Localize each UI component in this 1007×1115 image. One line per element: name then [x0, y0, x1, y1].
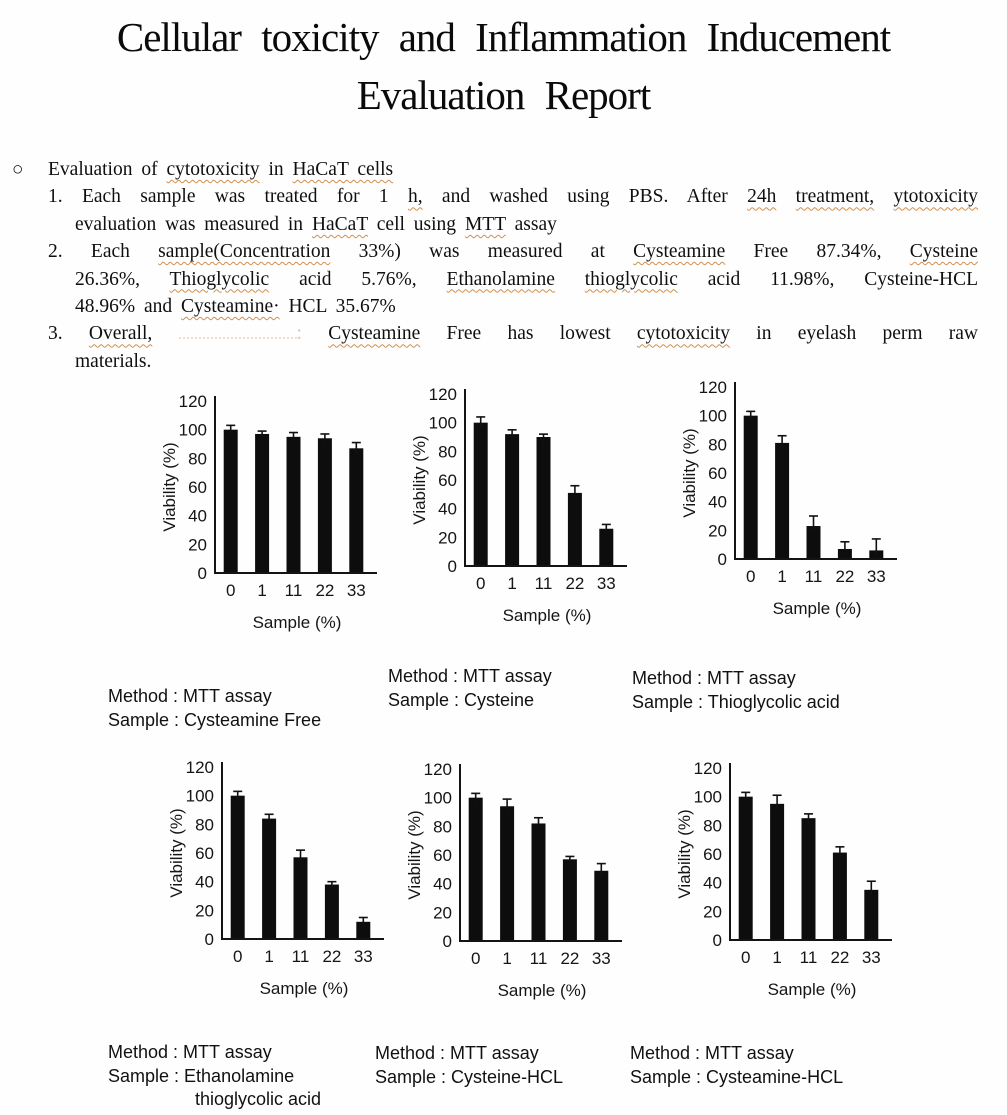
bar-22 — [318, 438, 332, 572]
report-title — [0, 8, 1007, 124]
spellcheck-underlined-text: Cysteamine — [328, 323, 421, 345]
x-tick-label: 1 — [502, 949, 512, 968]
text-run: assay — [505, 213, 557, 235]
x-tick-label: 0 — [470, 949, 481, 968]
y-tick-label: 40 — [708, 492, 727, 512]
text-run — [152, 323, 178, 344]
text-run: acid 11.98%, Cysteine-HCL — [677, 268, 978, 290]
text-run: 26.36%, — [75, 268, 170, 290]
text-line — [48, 183, 978, 210]
chart-caption-ethanolamine-thioglycolic-acid — [108, 1041, 321, 1112]
numbered-list — [48, 183, 978, 375]
text-run: cell using — [367, 213, 465, 235]
spellcheck-underlined-text: MTT — [464, 213, 506, 235]
text-line — [48, 320, 978, 347]
text-run — [874, 186, 893, 207]
y-tick-label: 60 — [703, 845, 722, 864]
x-tick-label: 22 — [835, 567, 855, 586]
bar-0 — [231, 796, 245, 938]
circle-bullet-icon: ○ — [12, 159, 24, 180]
y-tick-label: 40 — [433, 874, 452, 894]
text-run: Free has lowest — [420, 323, 637, 345]
bar-0 — [469, 798, 483, 940]
list-item-3 — [48, 320, 978, 375]
y-tick-label: 0 — [717, 550, 727, 569]
y-tick-label: 80 — [708, 435, 727, 455]
y-tick-label: 0 — [447, 557, 457, 576]
text-line — [48, 211, 978, 238]
bar-22 — [325, 885, 339, 938]
text-line — [48, 266, 978, 293]
chart-caption-cysteine-hcl — [375, 1042, 563, 1089]
spellcheck-underlined-text: Cysteine — [909, 241, 978, 263]
x-axis-label: Sample (%) — [772, 599, 862, 618]
x-tick-label: 1 — [507, 574, 517, 593]
list-item-2 — [48, 238, 978, 320]
y-tick-label: 20 — [708, 521, 727, 541]
text-run: 33%) was measured at — [330, 241, 634, 263]
spellcheck-underlined-text: Thioglycolic — [169, 268, 270, 290]
y-tick-label: 100 — [693, 787, 722, 807]
text-line — [48, 238, 978, 265]
x-tick-label: 33 — [346, 581, 366, 600]
spellcheck-underlined-text: Ethanolamine — [446, 268, 555, 290]
spellcheck-underlined-text: h, — [407, 186, 423, 208]
y-tick-label: 120 — [693, 760, 722, 778]
x-tick-label: 11 — [291, 947, 310, 966]
x-tick-label: 11 — [529, 949, 548, 968]
bar-33 — [599, 529, 613, 565]
bar-11 — [294, 857, 308, 938]
section-heading-text — [48, 156, 978, 183]
bar-11 — [532, 823, 546, 940]
y-tick-label: 80 — [703, 816, 722, 836]
x-axis-label: Sample (%) — [497, 981, 587, 1000]
spellcheck-underlined-text: cytotoxicity — [166, 159, 260, 180]
bar-0 — [739, 797, 753, 939]
y-axis-label: Viability (%) — [680, 428, 699, 518]
text-line — [48, 348, 978, 375]
spellcheck-underlined-text: Cysteamine — [633, 241, 726, 263]
x-tick-label: 22 — [565, 574, 585, 593]
x-tick-label: 22 — [322, 947, 342, 966]
x-tick-label: 11 — [804, 567, 823, 586]
x-axis-label: Sample (%) — [259, 979, 349, 998]
text-run: 3. — [48, 323, 89, 345]
spellcheck-underlined-text: ytotoxicity — [893, 186, 978, 208]
bar-chart-svg — [164, 759, 429, 1007]
y-tick-label: 40 — [195, 872, 214, 892]
spellcheck-underlined-text: cytotoxicity — [636, 323, 731, 345]
y-tick-label: 60 — [708, 464, 727, 483]
y-tick-label: 40 — [703, 873, 722, 893]
y-tick-label: 60 — [195, 844, 214, 863]
bar-0 — [224, 430, 238, 572]
spellcheck-underlined-text: 24h — [747, 186, 777, 208]
x-tick-label: 22 — [830, 948, 850, 967]
text-run — [302, 323, 328, 344]
bar-chart-svg — [402, 761, 667, 1009]
y-tick-label: 60 — [438, 471, 457, 490]
x-axis-label: Sample (%) — [252, 613, 342, 632]
text-run: 48.96% and — [75, 296, 182, 318]
x-tick-label: 11 — [534, 574, 553, 593]
y-tick-label: 100 — [698, 406, 727, 426]
chart-caption-thioglycolic-acid — [632, 667, 840, 714]
y-tick-label: 100 — [178, 420, 207, 440]
text-run: : — [296, 323, 302, 345]
x-tick-label: 0 — [232, 947, 243, 966]
y-tick-label: 0 — [712, 931, 722, 950]
x-tick-label: 1 — [777, 567, 787, 586]
y-tick-label: 20 — [195, 901, 214, 921]
y-tick-label: 0 — [204, 930, 214, 949]
y-axis-label: Viability (%) — [167, 808, 186, 898]
bar-chart-svg — [672, 760, 937, 1008]
caption-line: Method : MTT assay — [375, 1043, 539, 1063]
viability-chart-cysteine-hcl — [402, 761, 667, 1009]
y-tick-label: 0 — [442, 932, 452, 951]
caption-line: Sample : Thioglycolic acid — [632, 691, 840, 712]
report-title-line2: Evaluation Report — [356, 72, 651, 118]
spellcheck-underlined-text: treatment, — [795, 186, 875, 208]
caption-line: Method : MTT assay — [632, 668, 796, 688]
x-tick-label: 33 — [866, 567, 886, 586]
text-run: Free 87.34%, — [725, 241, 910, 263]
text-run: in eyelash perm raw — [730, 323, 979, 345]
y-axis-label: Viability (%) — [405, 810, 424, 900]
bar-11 — [287, 437, 301, 572]
bar-0 — [474, 423, 488, 565]
spellcheck-underlined-text: sample(Concentration — [158, 241, 331, 263]
caption-line: Sample : Ethanolamine — [108, 1065, 295, 1086]
spellcheck-underlined-text: HaCaT cells — [292, 159, 394, 180]
x-tick-label: 33 — [353, 947, 373, 966]
y-tick-label: 20 — [433, 903, 452, 923]
section-heading — [12, 156, 978, 183]
chart-caption-cysteine — [388, 665, 552, 712]
text-run: and washed using PBS. After — [422, 186, 748, 208]
bar-0 — [744, 416, 758, 558]
y-tick-label: 80 — [195, 815, 214, 835]
bar-1 — [255, 434, 269, 572]
y-axis-label: Viability (%) — [160, 442, 179, 532]
caption-line: Sample : Cysteamine Free — [108, 709, 322, 730]
text-run: 2. Each — [48, 241, 159, 263]
y-tick-label: 80 — [188, 449, 207, 469]
caption-line: Method : MTT assay — [108, 686, 272, 706]
chart-caption-cysteamine-hcl — [630, 1042, 843, 1089]
x-tick-label: 11 — [284, 581, 303, 600]
spellcheck-underlined-text: Cysteamine· — [181, 296, 280, 318]
bar-chart-svg — [157, 393, 422, 641]
y-tick-label: 60 — [188, 478, 207, 497]
bar-chart-svg — [407, 386, 672, 634]
bar-1 — [500, 806, 514, 940]
spellcheck-underlined-text: thioglycolic — [584, 268, 678, 290]
x-tick-label: 33 — [861, 948, 881, 967]
caption-line: Method : MTT assay — [630, 1043, 794, 1063]
bar-1 — [770, 804, 784, 939]
x-tick-label: 1 — [264, 947, 274, 966]
y-tick-label: 120 — [423, 761, 452, 779]
y-axis-label: Viability (%) — [675, 809, 694, 899]
x-tick-label: 0 — [475, 574, 486, 593]
text-run: evaluation was measured in — [75, 213, 312, 235]
y-tick-label: 100 — [428, 413, 457, 433]
bar-33 — [594, 871, 608, 940]
x-tick-label: 33 — [596, 574, 616, 593]
x-tick-label: 11 — [799, 948, 818, 967]
y-tick-label: 40 — [188, 506, 207, 526]
bar-33 — [864, 890, 878, 939]
bar-chart-svg — [677, 379, 942, 627]
y-axis-label: Viability (%) — [410, 435, 429, 525]
caption-line: thioglycolic acid — [195, 1089, 322, 1109]
x-tick-label: 1 — [257, 581, 267, 600]
bar-22 — [563, 859, 577, 940]
text-run: HCL 35.67% — [279, 296, 396, 318]
bar-11 — [802, 818, 816, 939]
x-tick-label: 22 — [560, 949, 580, 968]
text-run: materials. — [75, 350, 152, 372]
report-title-line1: Cellular toxicity and Inflammation Inducement — [116, 14, 891, 60]
bar-11 — [537, 437, 551, 565]
x-tick-label: 0 — [225, 581, 236, 600]
x-tick-label: 1 — [772, 948, 782, 967]
viability-chart-cysteamine-hcl — [672, 760, 937, 1008]
y-tick-label: 60 — [433, 846, 452, 865]
text-run — [555, 269, 585, 290]
y-tick-label: 20 — [188, 535, 207, 555]
list-item-1 — [48, 183, 978, 238]
y-tick-label: 120 — [185, 759, 214, 777]
viability-chart-cysteamine-free — [157, 393, 422, 641]
x-tick-label: 33 — [591, 949, 611, 968]
text-run: in — [259, 159, 293, 180]
x-tick-label: 0 — [745, 567, 756, 586]
y-tick-label: 100 — [185, 786, 214, 806]
y-tick-label: 0 — [197, 564, 207, 583]
y-tick-label: 120 — [428, 386, 457, 404]
text-line — [48, 293, 978, 320]
text-run: 1. Each sample was treated for 1 — [48, 186, 408, 208]
bar-22 — [833, 853, 847, 939]
x-tick-label: 22 — [315, 581, 335, 600]
y-tick-label: 80 — [438, 442, 457, 462]
viability-chart-cysteine — [407, 386, 672, 634]
x-tick-label: 0 — [740, 948, 751, 967]
x-axis-label: Sample (%) — [767, 980, 857, 999]
x-axis-label: Sample (%) — [502, 606, 592, 625]
bar-22 — [568, 493, 582, 565]
viability-chart-ethanolamine-thioglycolic-acid — [164, 759, 429, 1007]
erased-text-gap — [179, 326, 297, 339]
text-run — [776, 186, 795, 207]
bar-1 — [505, 434, 519, 565]
caption-line: Sample : Cysteamine-HCL — [630, 1066, 844, 1087]
text-run: Evaluation of — [48, 159, 167, 180]
y-tick-label: 40 — [438, 499, 457, 519]
y-tick-label: 20 — [438, 528, 457, 548]
y-tick-label: 80 — [433, 817, 452, 837]
y-tick-label: 120 — [698, 379, 727, 397]
caption-line: Sample : Cysteine — [388, 689, 535, 710]
y-tick-label: 120 — [178, 393, 207, 411]
bar-1 — [262, 819, 276, 938]
y-tick-label: 20 — [703, 902, 722, 922]
viability-chart-thioglycolic-acid — [677, 379, 942, 627]
caption-line: Method : MTT assay — [388, 666, 552, 686]
caption-line: Sample : Cysteine-HCL — [375, 1066, 564, 1087]
spellcheck-underlined-text: Overall, — [88, 323, 153, 345]
y-tick-label: 100 — [423, 788, 452, 808]
spellcheck-underlined-text: HaCaT — [311, 213, 368, 235]
bar-33 — [349, 448, 363, 572]
caption-line: Method : MTT assay — [108, 1042, 272, 1062]
chart-caption-cysteamine-free — [108, 685, 321, 732]
text-run: acid 5.76%, — [269, 268, 447, 290]
body-text — [12, 156, 979, 375]
bar-1 — [775, 443, 789, 558]
